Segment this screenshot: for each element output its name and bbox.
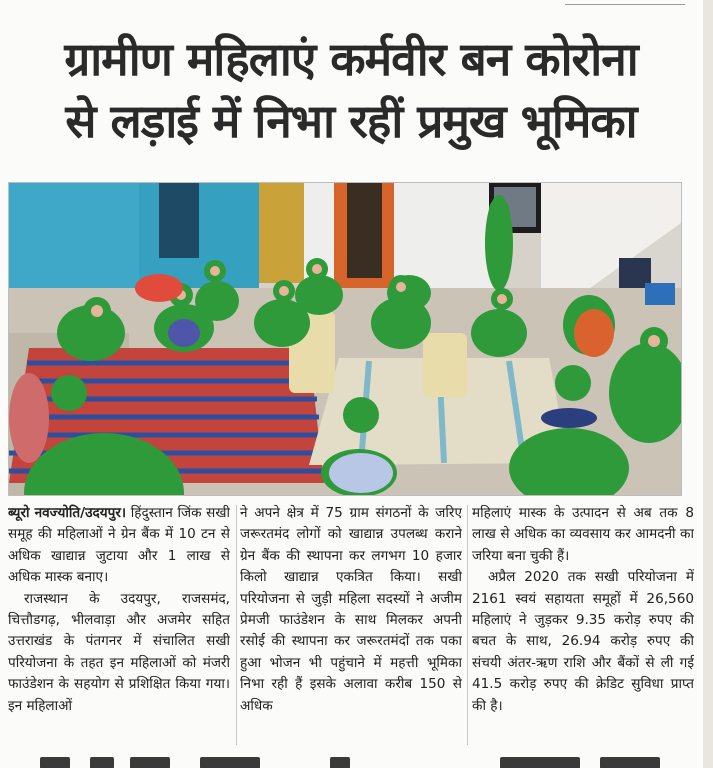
column-3 <box>472 503 694 748</box>
column-1 <box>8 503 230 748</box>
column-divider-1 <box>236 505 237 745</box>
column-3-paragraph-1: महिलाएं मास्क के उत्पादन से अब तक 8 लाख से अधिक का व्यवसाय कर आमदनी का जरिया बना चुकी हैं। <box>472 505 694 564</box>
adjacent-clipping-fragment <box>565 0 685 5</box>
next-headline-fragment <box>0 752 703 768</box>
column-divider-2 <box>467 505 468 745</box>
news-photo <box>8 182 682 496</box>
column-1-paragraph-1: हिंदुस्तान जिंक सखी समूह की महिलाओं ने ग्रेन बैंक में 10 टन से अधिक खाद्यान्न जुटाया और 1 लाख से अधिक मास्क बनाए। <box>8 505 230 586</box>
column-3-paragraph-2: अप्रैल 2020 तक सखी परियोजना में 2161 स्वयं सहायता समूहों में 26,560 महिलाएं ने जुड़कर 9.35 करोड़ रुपए की बचत के साथ, 26.94 करोड़ रुपए की संचयी अंतर-ऋण राशि और बैंकों से ली गई 41.5 करोड़ रुपए की क्रेडिट सुविधा प्राप्त की है। <box>472 569 694 714</box>
headline <box>6 28 696 152</box>
headline-line-2: से लड़ाई में निभा रहीं प्रमुख भूमिका <box>65 94 637 148</box>
column-1-paragraph-2: राजस्थान के उदयपुर, राजसमंद, चित्तौडगढ़, भीलवाड़ा और अजमेर सहित उत्तराखंड के पंतगनर में संचालित सखी परियोजना के तहत इन महिलाओं को मंजरी फाउंडेशन के सहयोग से प्रशिक्षित किया गया। इन महिलाओं <box>8 590 230 714</box>
column-2 <box>240 503 462 748</box>
headline-line-1: ग्रामीण महिलाएं कर्मवीर बन कोरोना <box>64 32 638 86</box>
page-edge <box>703 0 713 768</box>
dateline: ब्यूरो नवज्योति/उदयपुर। <box>8 505 127 521</box>
women-distributing-grain-photo <box>9 183 681 495</box>
column-2-paragraph-1: ने अपने क्षेत्र में 75 ग्राम संगठनों के जरिए जरूरतमंद लोगों को खाद्यान्न उपलब्ध कराने ग्रेन बैंक की स्थापना कर लगभग 10 हजार किलो खाद्यान्न एकत्रित किया। सखी परियोजना से जुड़ी महिला सदस्यों ने अजीम प्रेमजी फाउंडेशन के साथ मिलकर अपनी रसोई की स्थापना कर जरूरतमंदों तक पका हुआ भोजन भी पहुंचाने में महत्ती भूमिका निभा रही हैं इसके अलावा करीब 150 से अधिक <box>240 505 462 714</box>
